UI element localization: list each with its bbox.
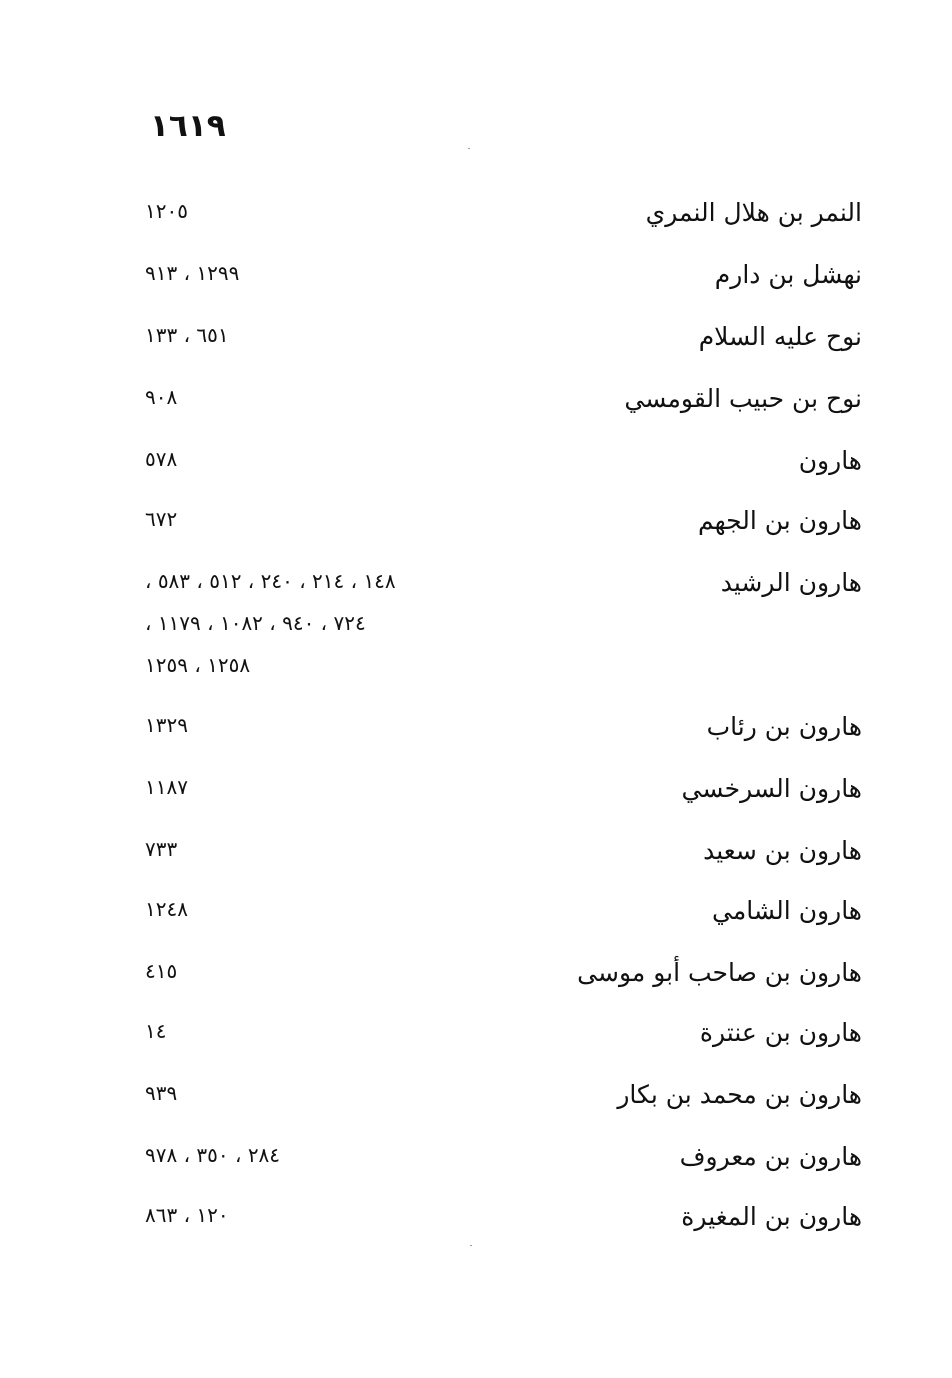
page-ref-line: ٦٧٢ xyxy=(145,507,178,531)
entry-name: هارون الرشيد xyxy=(720,568,862,597)
entry-pages xyxy=(145,1194,229,1236)
page-ref-line: ٥٧٨ xyxy=(145,447,178,471)
entry-pages xyxy=(145,498,177,540)
page-ref-line: ١٢٠٥ xyxy=(145,199,188,223)
page-ref-line: ٢٨٤ ، ٣٥٠ ، ٩٧٨ xyxy=(145,1143,281,1167)
entry-name: هارون بن الجهم xyxy=(697,506,862,535)
entry-pages xyxy=(145,888,188,930)
entry-pages xyxy=(145,252,239,294)
entry-pages xyxy=(145,376,177,418)
page-ref-line: ٩٣٩ xyxy=(145,1081,178,1105)
entry-pages xyxy=(145,1072,177,1114)
page-number: ١٦١٩ xyxy=(150,108,226,144)
page-ref-line: ١١٨٧ xyxy=(145,775,188,799)
entry-name: هارون بن معروف xyxy=(679,1142,862,1171)
entry-pages xyxy=(145,190,188,232)
entry-pages xyxy=(145,828,177,870)
page-ref-line: ١٣٢٩ xyxy=(145,713,188,737)
entry-name: نهشل بن دارم xyxy=(714,260,862,289)
entry-pages xyxy=(145,560,396,686)
entry-pages xyxy=(145,950,177,992)
entry-name: هارون السرخسي xyxy=(681,774,862,803)
page-ref-line: ١٢٤٨ xyxy=(145,897,188,921)
page-ref-line: ١٢٥٨ ، ١٢٥٩ xyxy=(145,653,251,677)
entry-name: هارون بن عنترة xyxy=(699,1018,862,1047)
page-ref-line: ٦٥١ ، ١٣٣ xyxy=(145,323,229,347)
entry-pages xyxy=(145,1010,166,1052)
entry-pages xyxy=(145,704,188,746)
page-ref-line: ٤١٥ xyxy=(145,959,178,983)
scan-speck-top xyxy=(468,148,470,149)
entry-pages xyxy=(145,314,229,356)
page-ref-line: ٧٣٣ xyxy=(145,837,178,861)
scan-speck-bottom xyxy=(470,1245,472,1246)
page-ref-line: ٩٠٨ xyxy=(145,385,178,409)
entry-name: هارون بن صاحب أبو موسى xyxy=(577,958,862,987)
page-ref-line: ١٢٩٩ ، ٩١٣ xyxy=(145,261,240,285)
entry-name: نوح عليه السلام xyxy=(698,322,862,351)
entry-name: هارون بن محمد بن بكار xyxy=(617,1080,862,1109)
entry-name: هارون الشامي xyxy=(712,896,862,925)
page-ref-line: ١٢٠ ، ٨٦٣ xyxy=(145,1203,229,1227)
entry-name: هارون بن سعيد xyxy=(703,836,862,865)
entry-pages xyxy=(145,438,177,480)
page-ref-line: ١٤ xyxy=(145,1019,167,1043)
entry-pages xyxy=(145,1134,280,1176)
entry-name: هارون بن المغيرة xyxy=(681,1202,862,1231)
entry-name: النمر بن هلال النمري xyxy=(645,198,862,227)
page-ref-line: ١٤٨ ، ٢١٤ ، ٢٤٠ ، ٥١٢ ، ٥٨٣ ، xyxy=(145,569,396,593)
entry-name: هارون بن رئاب xyxy=(706,712,862,741)
page-ref-line: ٧٢٤ ، ٩٤٠ ، ١٠٨٢ ، ١١٧٩ ، xyxy=(145,611,366,635)
entry-pages xyxy=(145,766,188,808)
entry-name: هارون xyxy=(798,446,862,475)
entry-name: نوح بن حبيب القومسي xyxy=(624,384,862,413)
